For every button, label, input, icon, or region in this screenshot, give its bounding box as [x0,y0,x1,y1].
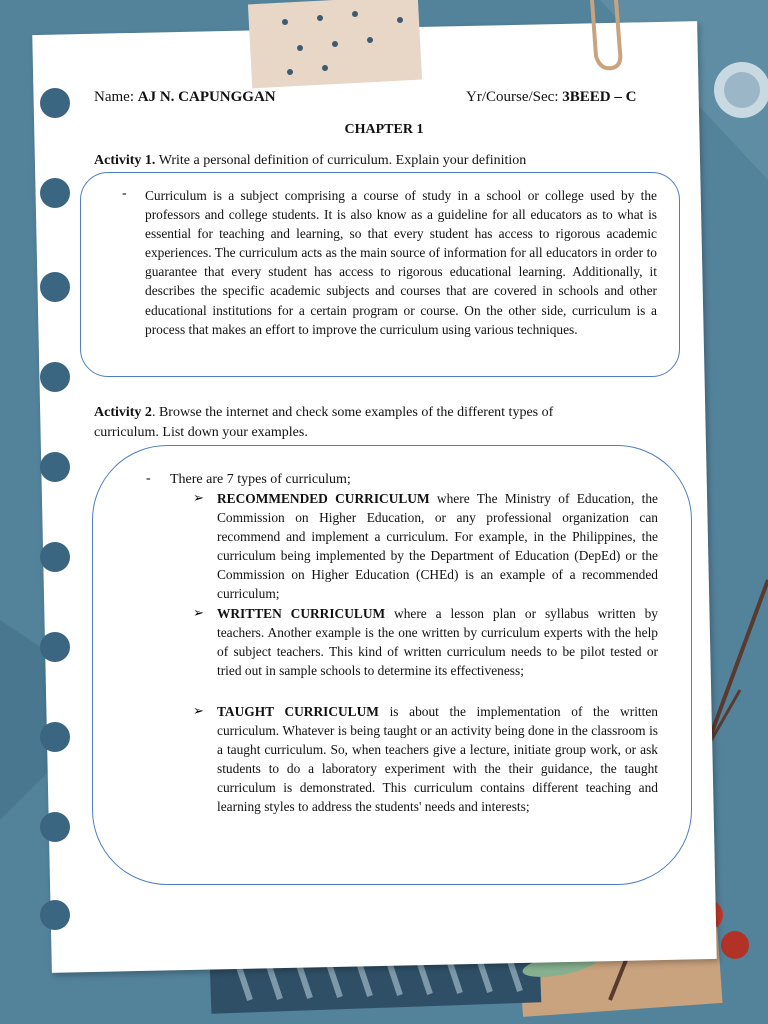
activity1-answer: Curriculum is a subject comprising a course of study in a school or college used by the professors and college students. It is also know as a guideline for all educators as to what is essential for teaching and learning, so that every student has access to rigorous academic experiences. The curriculum acts as the main source of information for all educators in order to guarantee that every student has access to rigorous educational learning. Additionally, it describes the specific academic subjects and courses that are covered in schools and other educational institutions for a certain program or course. On the other side, curriculum is a process that makes an effort to improve the curriculum using various techniques. [145,188,657,337]
arrow-bullet-icon: ➢ [193,703,204,718]
type-description: is about the implementation of the written curriculum. Whatever is being taught or an activity being done in the classroom is a taught curriculum. So, when teachers give a lecture, initiate group work, or ask students to do a laboratory experiment with the their guidance, the taught curriculum is demonstrated. This curriculum contains different teaching and learning styles to address the students' needs and interests; [217,704,658,815]
types-intro: There are 7 types of curriculum; [170,472,351,487]
type-item-written [217,604,658,680]
activity2-text-2: curriculum. List down your examples. [94,425,308,440]
activity2-label: Activity 2 [94,405,152,420]
section-value: 3BEED – C [562,89,637,105]
type-description: where The Ministry of Education, the Commission on Higher Education, or any professional organization can recommend and implement a curriculum. For example, in the Philippines, the curriculum being implemented by the Department of Education (DepEd) or the Commission on Higher Education (CHEd) is an example of a recommended curriculum; [217,491,658,602]
type-term: WRITTEN CURRICULUM [217,606,386,621]
bullet-dash: - [146,471,151,486]
type-description: where a lesson plan or syllabus written by teachers. Another example is the one written by curriculum experts with the help of subject teachers. This kind of written curriculum needs to be pilot tested or tried out in sample schools to determine its effectiveness; [217,606,658,679]
type-item-recommended [217,489,658,604]
name-label: Name: [94,89,134,105]
type-term: TAUGHT CURRICULUM [217,704,379,719]
chapter-title: CHAPTER 1 [344,122,424,137]
type-term: RECOMMENDED CURRICULUM [217,491,430,506]
activity2-text-1: . Browse the internet and check some examples of the different types of [151,405,554,420]
bullet-dash: - [122,186,127,201]
section-line [466,88,636,107]
activity1-text: Write a personal definition of curriculum. Explain your definition [158,153,527,168]
student-name: AJ N. CAPUNGGAN [137,89,276,105]
section-label: Yr/Course/Sec: [466,89,559,105]
arrow-bullet-icon: ➢ [193,490,204,505]
name-line [94,88,276,107]
activity1-label: Activity 1. [94,153,156,168]
type-item-taught [217,702,658,817]
activity1-prompt [94,151,526,170]
activity2-prompt [94,403,553,422]
arrow-bullet-icon: ➢ [193,605,204,620]
